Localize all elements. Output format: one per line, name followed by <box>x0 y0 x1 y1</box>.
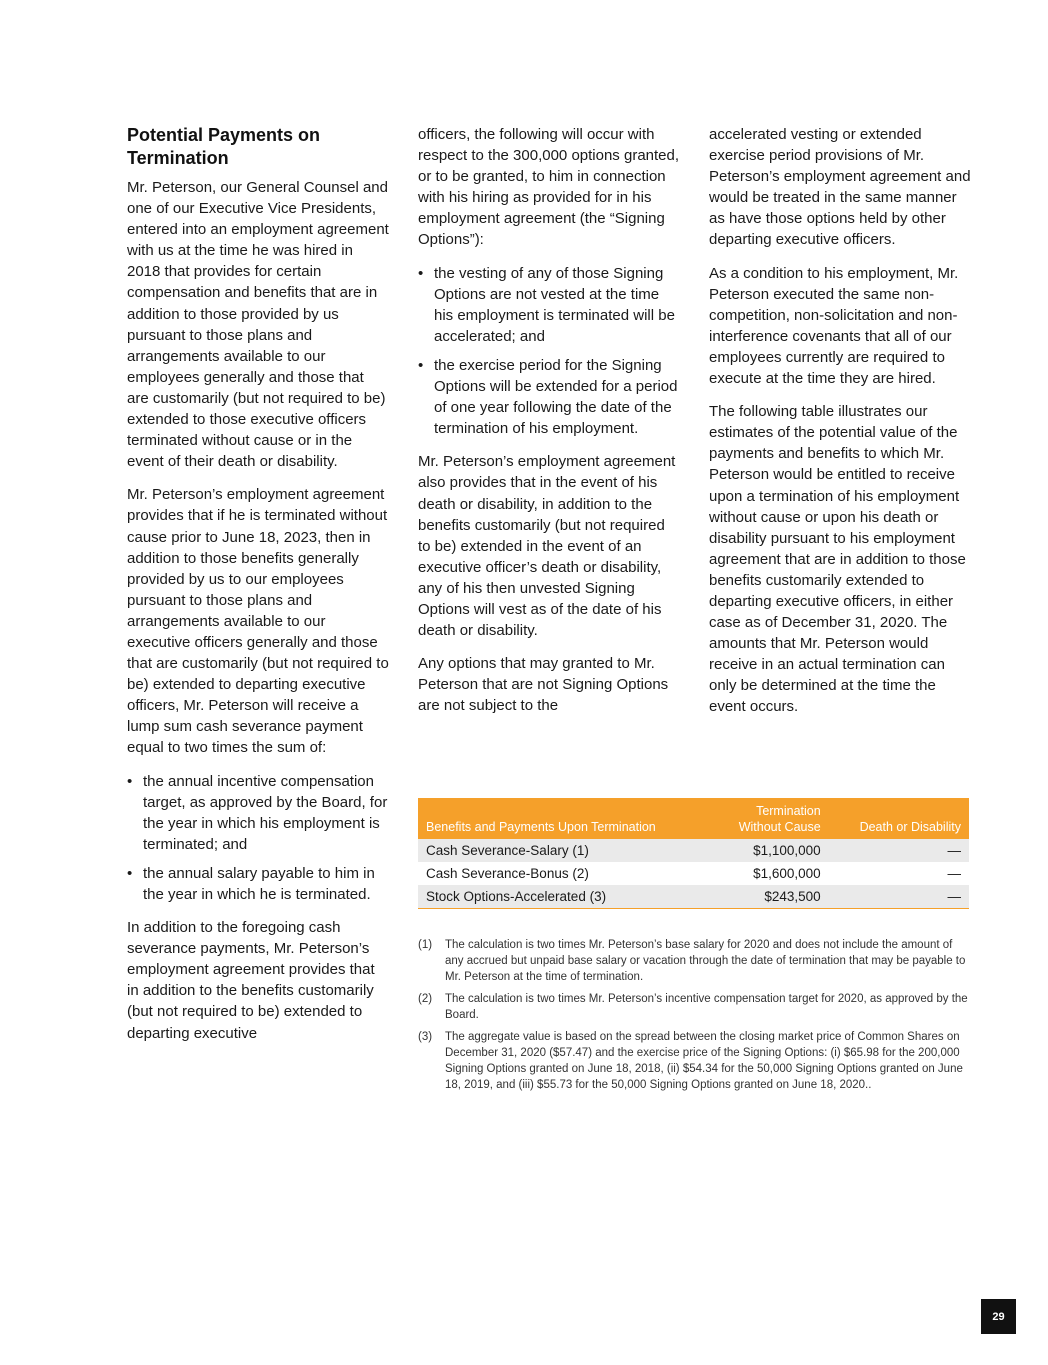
death-disability-value: — <box>947 843 961 858</box>
bullet-list <box>127 771 389 906</box>
paragraph: accelerated vesting or extended exercise period provisions of Mr. Peterson’s employment agreement and would be treated in the same manner as have those options held by other departing executive officers. <box>709 126 971 249</box>
paragraph: The following table illustrates our estimates of the potential value of the payments and benefits to which Mr. Peterson would be entitled to receive upon a termination of his employment without cause or upon his death or disability pursuant to his employment agreement that are in addition to those benefits customarily extended to departing executive officers, in either case as of December 31, 2020. The amounts that Mr. Peterson would receive in an actual termination can only be determined at the time the event occurs. <box>709 403 966 716</box>
footnote-text: The calculation is two times Mr. Peterson’s base salary for 2020 and does not include the amount of any accrued but unpaid base salary or vacation through the date of termination that may be payable to Mr. Peterson at the time of termination. <box>445 939 966 983</box>
paragraph: As a condition to his employment, Mr. Peterson executed the same non-competition, non-solicitation and non-interference covenants that all of our employees currently are required to execute at the time they are hired. <box>709 264 959 388</box>
column-3 <box>709 124 971 730</box>
row-label: Stock Options-Accelerated (3) <box>426 889 607 904</box>
footnote-number: (3) <box>418 1031 433 1043</box>
bullet-icon: • <box>127 864 133 882</box>
paragraph: Any options that may granted to Mr. Peterson that are not Signing Options are not subject to the <box>418 655 669 715</box>
paragraph: Mr. Peterson’s employment agreement also provides that in the event of his death or disability, in addition to the benefits customarily (but not required to be) extended in the event of an executive officer’s death or disability, any of his then unvested Signing Options will vest as of the date of his death or disability. <box>418 453 676 640</box>
table-row <box>418 862 969 885</box>
table-row <box>418 885 969 909</box>
footnote-number: (2) <box>418 993 433 1005</box>
list-item-text: the annual incentive compensation target, as approved by the Board, for the year in which his employment is terminated; and <box>143 772 388 853</box>
list-item-text: the annual salary payable to him in the year in which he is terminated. <box>143 864 375 903</box>
column-1 <box>127 124 389 1056</box>
bullet-list <box>418 263 680 440</box>
termination-table <box>418 798 969 909</box>
footnote-number: (1) <box>418 939 433 951</box>
bullet-icon: • <box>418 356 424 374</box>
footnote <box>418 991 971 1023</box>
column-header-death-disability: Death or Disability <box>859 820 961 834</box>
row-label: Cash Severance-Bonus (2) <box>426 866 589 881</box>
footnote <box>418 1029 971 1093</box>
list-item-text: the exercise period for the Signing Options will be extended for a period of one year following the date of the termination of his employment. <box>434 356 678 438</box>
column-header-line: Without Cause <box>738 820 821 834</box>
bullet-icon: • <box>127 772 133 790</box>
section-title: Potential Payments on Termination <box>127 125 321 168</box>
page-number: 29 <box>981 1299 1016 1334</box>
footnote-text: The calculation is two times Mr. Peterson’s incentive compensation target for 2020, as approved by the Board. <box>445 993 968 1021</box>
paragraph: Mr. Peterson, our General Counsel and one of our Executive Vice Presidents, entered into an employment agreement with us at the time he was hired in 2018 that provides for certain compensation and benefits that are in addition to those provided by us pursuant to those plans and arrangements available to our employees generally and those that are customarily (but not required to be) extended to those executive officers terminated without cause or in the event of their death or disability. <box>127 179 389 471</box>
without-cause-value: $243,500 <box>764 889 821 904</box>
column-2 <box>418 124 680 728</box>
row-label: Cash Severance-Salary (1) <box>426 843 589 858</box>
death-disability-value: — <box>947 866 961 881</box>
table-header-row <box>418 798 969 839</box>
list-item <box>418 355 680 439</box>
paragraph: In addition to the foregoing cash severance payments, Mr. Peterson’s employment agreement provides that in addition to the benefits customarily (but not required to be) extended to departing executive <box>127 919 375 1042</box>
list-item <box>127 771 389 855</box>
list-item-text: the vesting of any of those Signing Options are not vested at the time his employment is terminated will be accelerated; and <box>434 264 675 345</box>
without-cause-value: $1,100,000 <box>753 843 821 858</box>
table-row <box>418 839 969 862</box>
paragraph: officers, the following will occur with respect to the 300,000 options granted, or to be granted, to him in connection with his hiring as provided for in his employment agreement (the “Signing Options”): <box>418 126 680 249</box>
paragraph: Mr. Peterson’s employment agreement provides that if he is terminated without cause prior to June 18, 2023, then in addition to those benefits generally provided by us to our employees pursuant to those plans and arrangements available to our executive officers generally and those that are customarily (but not required to be) extended to departing executive officers, Mr. Peterson will receive a lump sum cash severance payment equal to two times the sum of: <box>127 486 389 757</box>
without-cause-value: $1,600,000 <box>753 866 821 881</box>
data-table <box>418 798 969 909</box>
column-header-benefits: Benefits and Payments Upon Termination <box>426 820 656 834</box>
list-item <box>418 263 680 347</box>
footnote-text: The aggregate value is based on the spread between the closing market price of Common Shares on December 31, 2020 ($57.47) and the exercise price of the Signing Options: (i) $65.98 for the 200,000 Signing Options granted on June 18, 2018, (ii) $54.34 for the 50,000 Signing Options granted on June 18, 2019, and (iii) $55.73 for the 50,000 Signing Options granted on June 18, 2020.. <box>445 1031 963 1091</box>
bullet-icon: • <box>418 264 424 282</box>
column-header-line: Termination <box>756 804 821 818</box>
death-disability-value: — <box>947 889 961 904</box>
list-item <box>127 863 389 905</box>
footnote <box>418 937 971 985</box>
column-header-without-cause <box>712 798 829 839</box>
footnotes <box>418 937 971 1099</box>
